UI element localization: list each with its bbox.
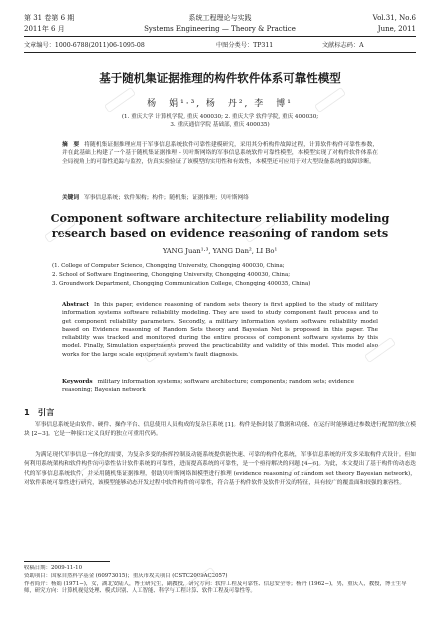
keywords-label-cn: 关键词 [62,195,80,201]
affiliations-en [52,262,400,288]
footnote-funding: 资助项目：国家自然科学基金 (60973015)；重庆市攻关项目 (CSTC2009AC2057) [24,572,228,579]
meta-rule [24,52,416,53]
affiliation-line: (1. College of Computer Science, Chongqing University, Chongqing 400030, China; [52,263,285,269]
section-heading: 1 引言 [24,407,55,417]
affiliation-line: (1. 重庆大学 计算机学院, 重庆 400030; 2. 重庆大学 软件学院, 重庆 400030; [121,114,319,120]
abstract-label-en: Abstract [62,302,89,308]
keywords-label-en: Keywords [62,379,93,385]
paper-title-en: Component software architecture reliability modeling research based on evidence reasoning of random sets [50,211,390,240]
keywords-text-cn: 军事信息系统；软件架构；构件；随机集；证据推理；贝叶斯网络 [84,195,249,201]
journal-name-en: Systems Engineering — Theory & Practice [144,25,296,33]
doc-code: 文献标志码：A [322,42,364,49]
abstract-en [62,301,378,359]
article-id: 文章编号：1000-6788(2011)06-1095-08 [24,42,145,49]
keywords-text-en: military information systems; software architecture; components; random sets; evidence reasoning; Bayesian network [62,379,354,394]
keywords-cn [62,194,378,202]
abstract-text-cn: 将随机集证据推理应用于军事信息系统软件可靠性建模研究，采用其分析构件故障过程，计算软件构件可靠性参数，并在此基础上构建了一个基于随机集证据推理 - 贝叶斯网络的军事信息系统软件可靠性模型，本模型实现了对构件软件体系在全局视角上的可靠性追踪与监控，仿真实验验证了该模型的实用性和有效性，本模型还可应用于对大型设备系统的故障诊断。 [62,142,379,165]
header-rule [24,36,416,37]
affiliation-line: 2. School of Software Engineering, Chongqing University, Chongqing 400030, China; [52,271,291,278]
abstract-label-cn: 摘 要 [62,142,80,148]
abstract-cn [62,141,378,166]
body-paragraph: 军事信息系统是由软件、硬件、操作平台、信息使用人员构成的复杂巨系统 [1]。构件是指封装了数据和功能、在运行时能够通过参数进行配置的独立模块 [2−3]。它是一种接口定义良好的独立可重用代码。 [24,422,416,438]
affiliation-line: 3. Groundwork Department, Chongqing Communication College, Chongqing 400035, China) [52,280,311,287]
volume-en: Vol.31, No.6 [372,14,416,22]
journal-name-cn: 系统工程理论与实践 [188,14,252,22]
footnote [24,565,416,596]
clc-number: 中图分类号：TP311 [216,42,274,49]
body-paragraph: 为满足现代军事信息一体化的需要，为复杂多变的指挥控制及动能系统提供能快速、可靠的构件化系统，军事信息系统的开发多采取构件式设计。但如何利用系统架构和软件构件的可靠性估计软件系统的可靠性，进而提高系统的可靠性，是一个亟待解决的问题 [4−6]。为此，本文提出了基于构件的动态迭代的军事信息系统软件，并采用随机集证据推理，借助贝叶斯网络图模型进行推理 (evidence reasoning of random set theory Bayesian network)，对软件系统可靠性进行研究，该模型能够动态开发过程中软件构件的可靠性，符合基于构件软件及软件开发的特征，具有较广的覆盖面和较强的兼容性。 [24,452,416,486]
footnote-received: 收稿日期：2009-11-10 [24,565,83,571]
affiliations-cn [60,113,380,130]
paper-title-cn: 基于随机集证据推理的构件软件体系可靠性模型 [99,71,341,85]
affiliation-line: 3. 重庆通信学院 基础部, 重庆 400035) [170,122,270,129]
authors-en: YANG Juan¹·³, YANG Dan², LI Bo¹ [162,247,278,255]
date-cn: 2011年 6 月 [24,25,65,33]
footnote-authors: 作者简介：杨娟 (1971−)，女，湖北安陆人，博士研究生，副教授，研究方向：软件工程及可靠性、信息安全等；杨丹 (1962−)，男，重庆人，教授，博士生导师，研究方向：计算机视觉处理、模式识别、人工智能、科学与工程计算、软件工程及可靠性等。 [24,580,407,595]
volume-cn: 第 31 卷第 6 期 [24,14,75,22]
keywords-en [62,378,378,395]
date-en: June, 2011 [377,25,416,33]
authors-cn: 杨 娟¹·³, 杨 丹², 李 博¹ [147,99,293,109]
abstract-text-en: In this paper, evidence reasoning of random sets theory is first applied to the study of military information systems software reliability modeling. They are used to study component fault process and to get component reliability parameters. Secondly, a military information system software reliability model based on Evidence reasoning of Random Sets theory and Bayesian Net is proposed in this paper. The reliability was tracked and monitored during the entire process of component software systems by this model. Finally, Simulation experiments proved the practicability and validity of this model. This model also works for the large scale equipment system's fault diagnosis. [62,302,378,358]
footnote-rule [24,561,110,562]
